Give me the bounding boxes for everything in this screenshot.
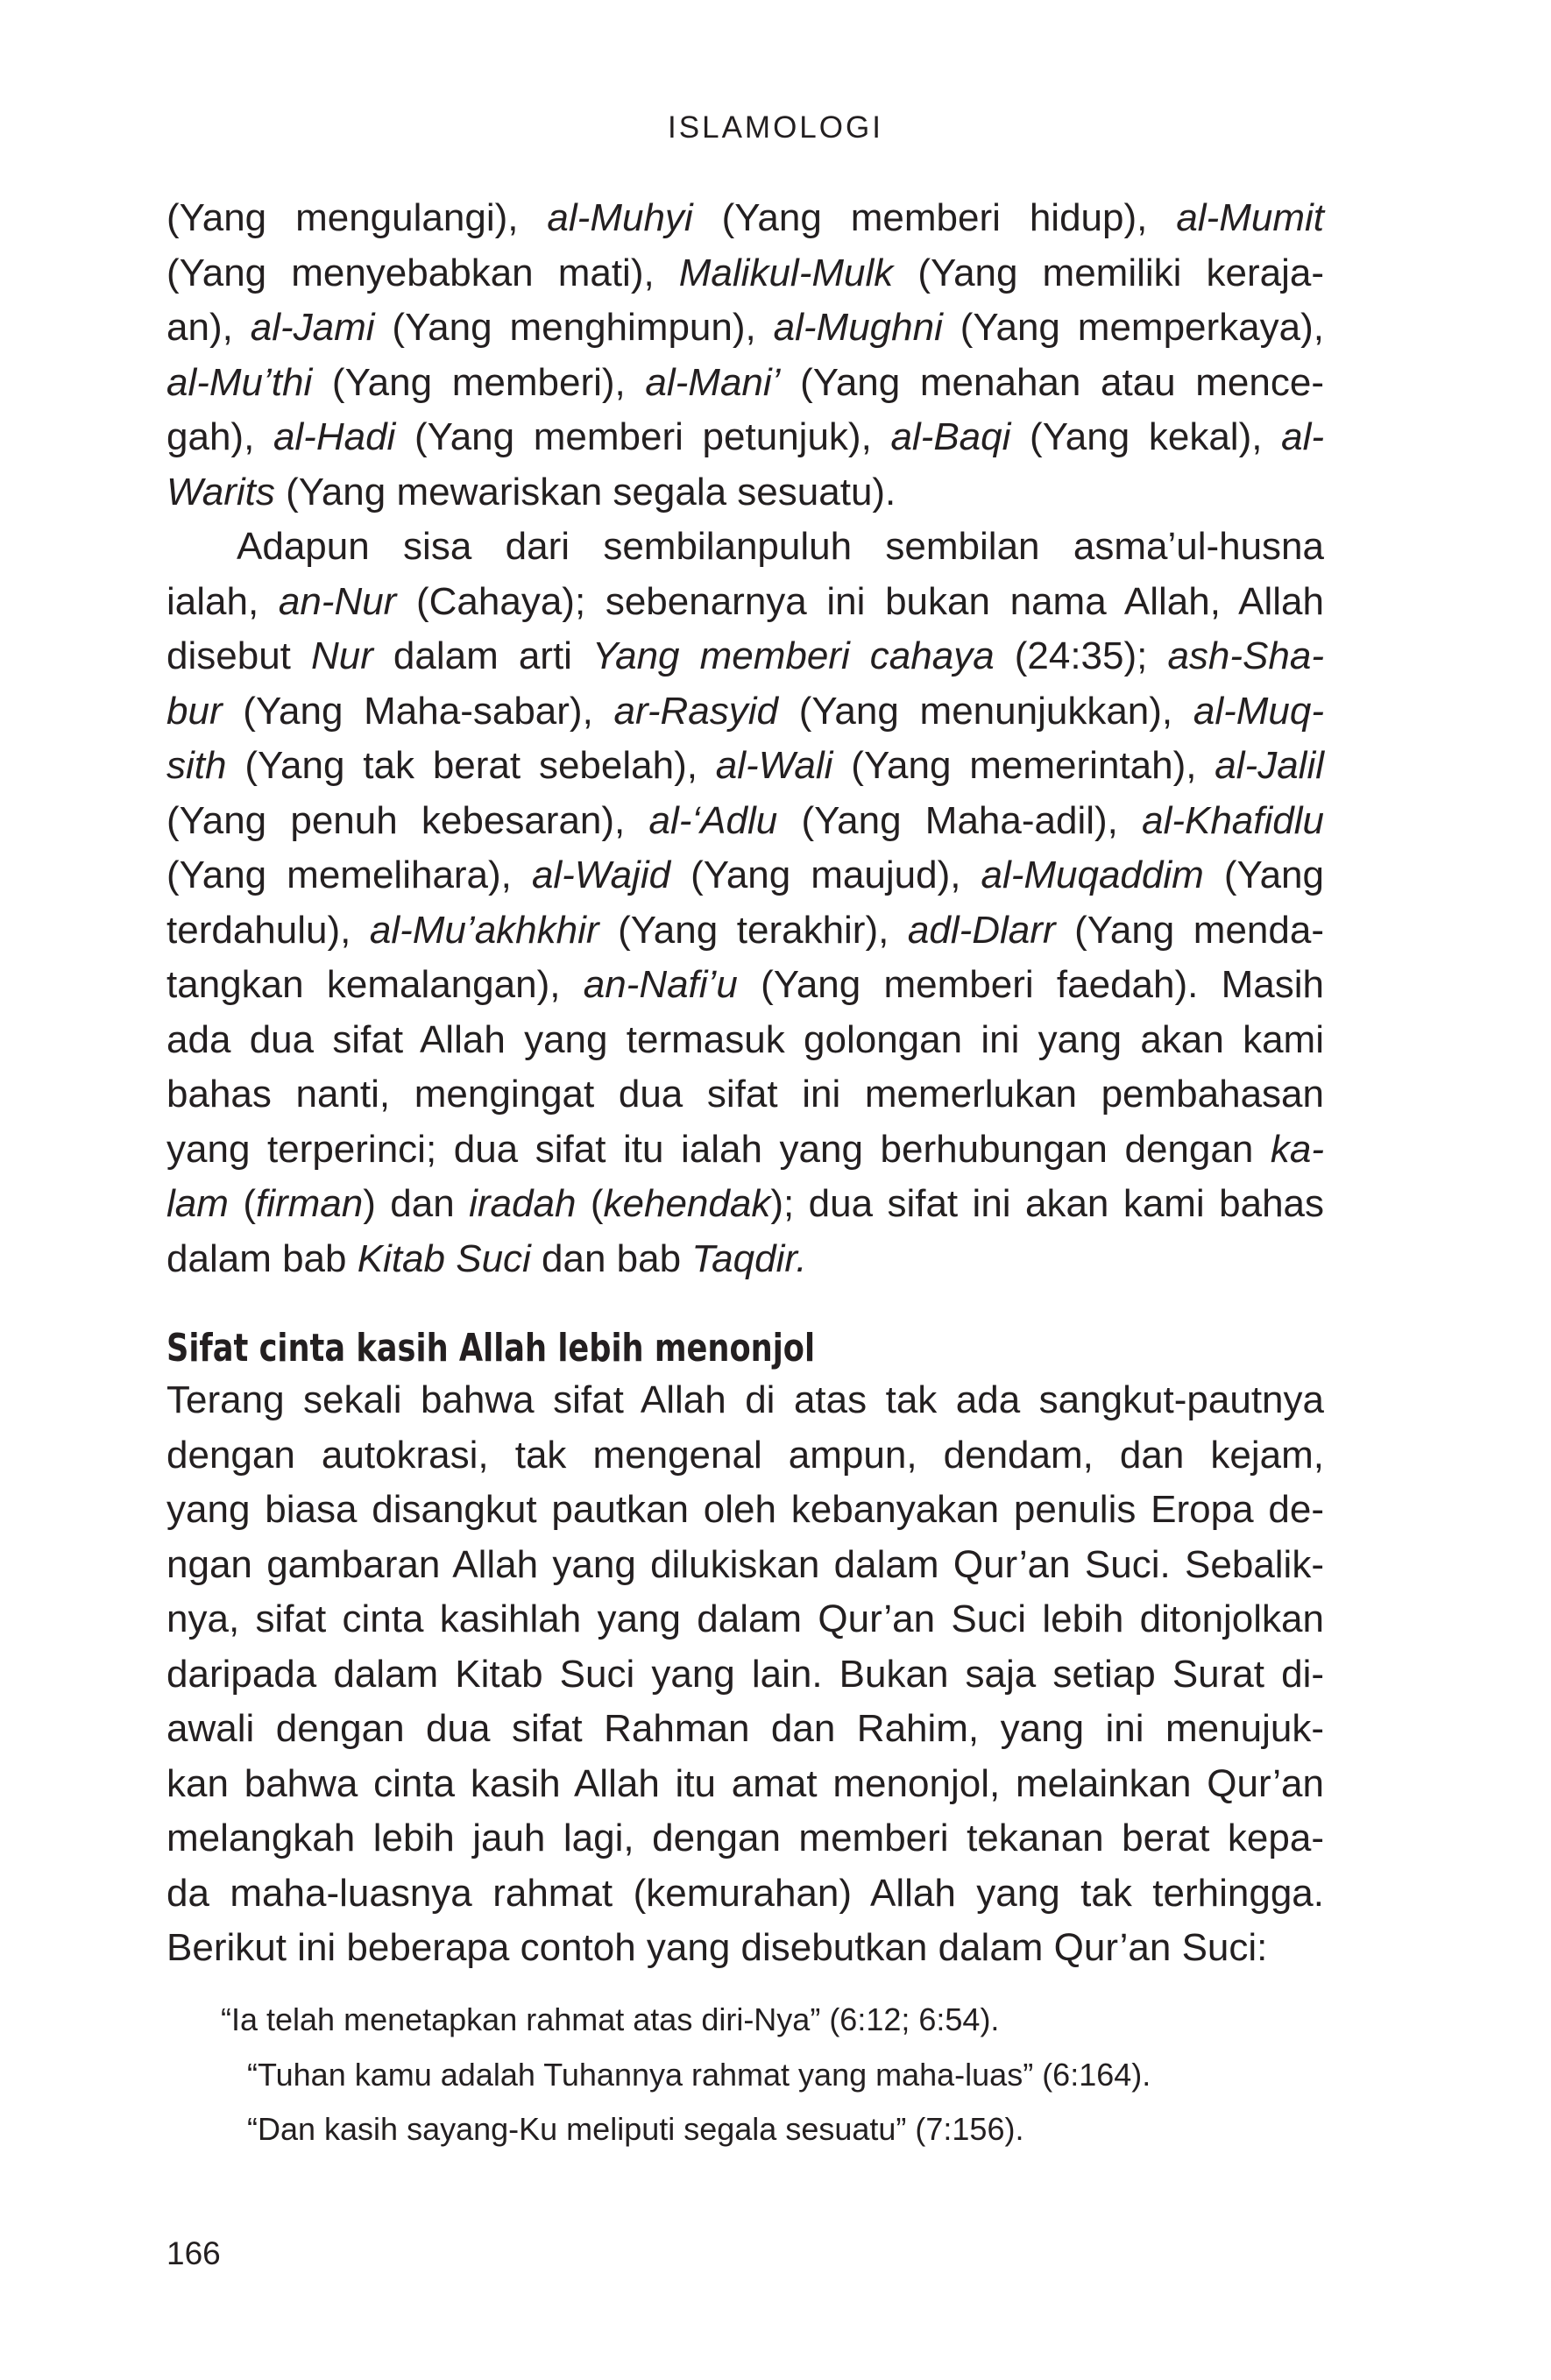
italic-term: lam [166,1182,229,1225]
italic-term: al-Jalil [1215,744,1324,787]
italic-term: Malikul-Mulk [678,251,894,294]
text-line [166,739,1324,794]
text-line [166,1373,1324,1428]
text-line [166,1428,1324,1484]
section-heading: Sifat cinta kasih Allah lebih menonjol [166,1326,816,1371]
running-head: ISLAMOLOGI [668,110,883,145]
text-run: (Yang menahan atau mence- [780,360,1324,404]
text-run: (Yang menyebabkan mati), [166,251,679,294]
text-run: awali dengan dua sifat Rahman dan Rahim, yang ini menujuk- [166,1707,1324,1750]
text-run: terdahulu), [166,908,370,952]
text-line [166,958,1324,1013]
italic-term: al-Mu’akhkhir [369,908,599,952]
italic-term: firman [255,1182,364,1225]
text-run: (Cahaya); sebenarnya ini bukan nama Allah, Allah [396,579,1324,623]
italic-term: Nur [310,634,373,677]
text-line [166,903,1324,959]
text-line [166,301,1324,356]
text-line [166,191,1324,246]
italic-term: Kitab Suci [357,1236,531,1280]
text-run: (Yang penuh kebesaran), [166,798,649,842]
italic-term: iradah [469,1182,577,1225]
text-run: daripada dalam Kitab Suci yang lain. Bukan saja setiap Surat di- [166,1652,1324,1696]
text-run: (Yang kekal), [1010,415,1282,458]
text-run: (Yang memerintah), [832,744,1215,787]
text-run: (Yang Maha-adil), [777,798,1143,842]
text-run: (Yang tak berat sebelah), [226,744,716,787]
paragraph-block-cinta-kasih [166,1373,1324,1976]
italic-term: bur [166,689,223,733]
text-line [166,410,1324,465]
text-run: (Yang menunjukkan), [778,689,1193,733]
text-line [166,1921,1324,1976]
text-run: (Yang [1203,854,1324,896]
page-number: 166 [166,2235,221,2271]
text-run: dalam bab [166,1236,358,1280]
text-run: (Yang menghimpun), [374,306,774,349]
italic-term: al-Hadi [273,415,396,458]
italic-term: al-Jami [250,306,375,349]
italic-term: an-Nur [278,579,397,623]
text-line [166,1483,1324,1538]
text-run: (Yang memberi faedah). Masih [737,963,1324,1006]
italic-term: al-Mu’thi [166,360,313,404]
italic-term: al-Mani’ [645,360,781,404]
quote-line: “Tuhan kamu adalah Tuhannya rahmat yang maha-luas” (6:164). [247,2057,1151,2093]
text-run: (Yang Maha-sabar), [222,689,614,733]
text-run: (Yang memperkaya), [942,306,1324,349]
text-run: (Yang memiliki keraja- [893,251,1324,294]
text-line [166,1232,1324,1287]
text-line [166,1647,1324,1703]
italic-term: al-Wali [715,744,833,787]
italic-term: al-Muhyi [547,196,693,239]
italic-term: Yang memberi cahaya [592,634,995,677]
italic-term: al-Muqaddim [981,854,1204,896]
quote-line: “Dan kasih sayang-Ku meliputi segala sesuatu” (7:156). [247,2111,1024,2147]
text-line [166,848,1324,903]
italic-term: kehendak [603,1182,771,1225]
text-run: (Yang memberi petunjuk), [395,415,891,458]
text-run: kan bahwa cinta kasih Allah itu amat menonjol, melainkan Qur’an [166,1761,1324,1805]
text-run: disebut [166,634,311,677]
text-run: an), [166,306,251,349]
text-line [166,1757,1324,1812]
text-run: (Yang mewariskan segala sesuatu). [274,470,896,514]
italic-term: al-Mumit [1176,196,1324,239]
text-run: (Yang maujud), [670,854,981,896]
text-run: da maha-luasnya rahmat (kemurahan) Allah yang tak terhingga. [166,1871,1324,1915]
text-line [166,356,1324,411]
text-run: dengan autokrasi, tak mengenal ampun, dendam, dan kejam, [166,1433,1324,1477]
text-line [166,794,1324,849]
quote-line: “Ia telah menetapkan rahmat atas diri-Nya” (6:12; 6:54). [221,2001,1000,2037]
italic-term: sith [166,744,227,787]
text-line [166,1592,1324,1647]
text-run: ada dua sifat Allah yang termasuk golongan ini yang akan kami [166,1017,1324,1061]
text-line [166,575,1324,630]
text-run: (Yang memberi), [312,360,646,404]
text-run: dan bab [530,1236,692,1280]
italic-term: ash-Sha- [1167,634,1324,677]
text-run: ( [228,1182,256,1225]
text-line [166,520,1324,575]
text-run: dalam arti [372,634,593,677]
text-line [166,1013,1324,1068]
italic-term: al-Khafidlu [1142,798,1324,842]
text-line [166,684,1324,740]
text-run: ); dua sifat ini akan kami bahas [770,1182,1325,1225]
text-run: tangkan kemalangan), [166,963,584,1006]
text-run: (Yang memberi hidup), [692,196,1177,239]
text-run: gah), [166,415,273,458]
italic-term: al-Mughni [773,306,943,349]
paragraph-block-asmaul-husna [166,191,1324,1286]
text-run: Adapun sisa dari sembilanpuluh sembilan asma’ul-husna [237,525,1324,568]
text-line [166,246,1324,301]
text-run: (Yang memelihara), [166,854,532,896]
text-run: (Yang terakhir), [598,908,908,952]
text-run: (Yang mengulangi), [166,196,548,239]
italic-term: al-Baqi [890,415,1011,458]
text-run: melangkah lebih jauh lagi, dengan memberi tekanan berat kepa- [166,1817,1324,1859]
text-run: yang terperinci; dua sifat itu ialah yang berhubungan dengan [166,1127,1271,1171]
italic-term: al-Muq- [1193,689,1325,733]
text-line [166,1866,1324,1922]
italic-term: al-Wajid [531,854,671,896]
text-line [166,1067,1324,1123]
italic-term: al- [1281,415,1324,458]
text-run: (Yang menda- [1055,908,1324,952]
italic-term: Warits [166,470,275,514]
italic-term: ka- [1270,1127,1324,1171]
text-line [166,1538,1324,1593]
italic-term: al-‘Adlu [648,798,778,842]
text-line [166,1123,1324,1178]
text-line [166,1177,1324,1232]
text-line [166,1811,1324,1866]
italic-term: ar-Rasyid [613,689,778,733]
text-run: ( [576,1182,604,1225]
italic-term: Taqdir. [691,1236,807,1280]
italic-term: an-Nafi’u [583,963,738,1006]
text-run: nya, sifat cinta kasihlah yang dalam Qur’an Suci lebih ditonjolkan [166,1597,1324,1640]
text-run: ialah, [166,579,279,623]
text-run: ngan gambaran Allah yang dilukiskan dalam Qur’an Suci. Sebalik- [166,1542,1324,1586]
text-run: ) dan [363,1182,470,1225]
text-run: (24:35); [994,634,1168,677]
text-line [166,629,1324,684]
text-line [166,465,1324,521]
text-run: bahas nanti, mengingat dua sifat ini memerlukan pembahasan [166,1073,1324,1116]
text-run: yang biasa disangkut pautkan oleh kebanyakan penulis Eropa de- [166,1488,1324,1531]
text-run: Berikut ini beberapa contoh yang disebutkan dalam Qur’an Suci: [166,1926,1268,1969]
italic-term: adl-Dlarr [907,908,1056,952]
text-run: Terang sekali bahwa sifat Allah di atas tak ada sangkut-pautnya [166,1378,1324,1421]
text-line [166,1702,1324,1757]
